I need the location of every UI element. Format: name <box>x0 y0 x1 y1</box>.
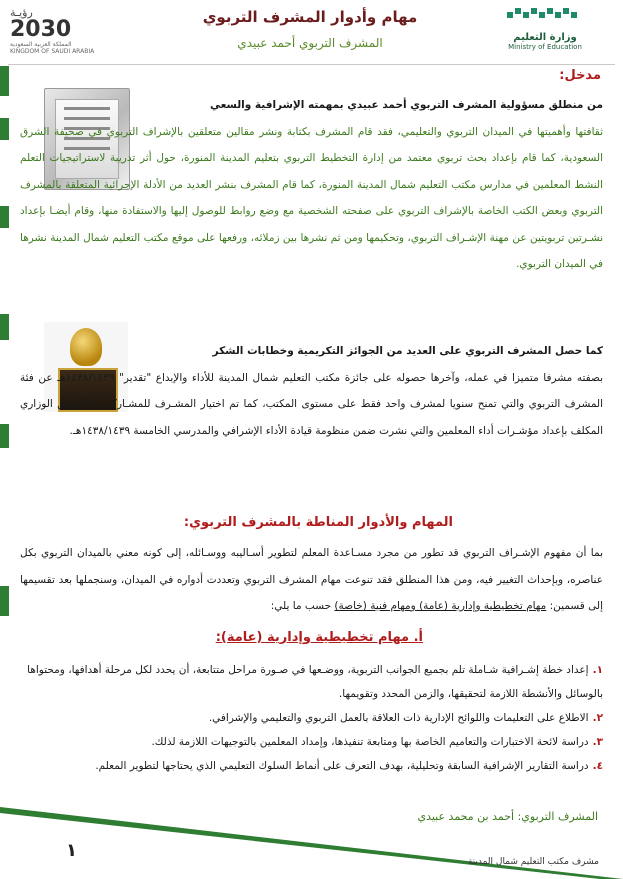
margin-bar <box>0 66 9 96</box>
list-item-number: ١. <box>592 664 603 676</box>
list-item <box>20 730 603 754</box>
roles-heading: المهام والأدوار المناطة بالمشرف التربوي: <box>183 515 453 530</box>
roles-paragraph-text: بما أن مفهوم الإشـراف التربوي قد تطور من مجرد مسـاعدة المعلم لتطوير أسـاليبه ووسـائله، إلى كونه معني بالميدان التربوي بكل عناصره، وبإحداث التغيير فيه، ومن هذا المنطلق فقد تنوعت مهام المشرف التربوي وتعددت أدواره في الميدان، وسنجملها بعد تقسيمها إلى قسمين: <box>20 547 603 612</box>
list-item <box>20 754 603 778</box>
intro-p2-body: بصفته مشرفا متميزا في عمله، وآخرها حصوله على جائزة مكتب التعليم شمال المدينة للأداء والإبداع "تقدير" ١٤٣٨/١٤٣٩هـ عن فئة المشرف التربوي والتي تمنح سنويا لمشرف واحد فقط على مستوى المكتب، كما تم اختيار المشـرف للمشـاركة مع الفريق الوزاري المكلف بإعداد مؤشـرات أداء المعلمين والتي نشرت ضمن منظومة قيادة الأداء الإشرافي والمدرسي الخامسة ١٤٣٨/١٤٣٩هـ. <box>20 371 603 437</box>
intro-p2-lead: كما حصل المشرف التربوي على العديد من الجوائز التكريمية وخطابات الشكر <box>212 345 603 357</box>
list-item-number: ٢. <box>592 712 603 724</box>
intro-heading: مدخل: <box>559 68 601 83</box>
margin-bar <box>0 206 9 228</box>
list-item-number: ٤. <box>592 760 603 772</box>
list-item <box>20 706 603 730</box>
header-divider <box>8 64 615 65</box>
footer-decoration-inner <box>0 813 600 879</box>
roles-division: مهام تخطيطية وإدارية (عامة) ومهام فنية (خاصة) <box>334 600 547 612</box>
page-number: ١ <box>66 840 77 861</box>
page-subtitle: المشرف التربوي أحمد عبيدي <box>237 36 383 50</box>
roles-tail: حسب ما يلي: <box>270 600 332 612</box>
page-title: مهام وأدوار المشرف التربوي <box>202 8 418 26</box>
tasks-list <box>20 658 603 778</box>
margin-bar <box>0 586 9 616</box>
signature: المشرف التربوي: أحمد بن محمد عبيدي <box>417 810 598 823</box>
vision-label: رؤيـة <box>10 6 33 19</box>
list-item-text: دراسة لائحة الاختبارات والتعاميم الخاصة بها ومتابعة تنفيذها، وإمداد المعلمين بالتوجيهات اللازمة لذلك. <box>151 736 589 748</box>
footer-org: مشرف مكتب التعليم شمال المدينة <box>467 857 599 867</box>
roles-paragraph <box>20 540 603 620</box>
margin-bar <box>0 118 9 140</box>
ministry-emblem-icon <box>505 6 585 26</box>
ministry-name-en: Ministry of Education <box>508 43 582 51</box>
intro-paragraph-1 <box>20 92 603 278</box>
ministry-name-ar: وزارة التعليم <box>513 32 577 43</box>
list-item-text: الاطلاع على التعليمات واللوائح الإدارية ذات العلاقة بالعمل التربوي والتعليمي والإشرافي. <box>208 712 589 724</box>
list-item <box>20 658 603 706</box>
margin-bar <box>0 424 9 448</box>
intro-p1-lead: من منطلق مسؤولية المشرف التربوي أحمد عبيدي بمهمته الإشرافية والسعي <box>209 99 603 111</box>
intro-p1-body: ثقافتها وأهميتها في الميدان التربوي والتعليمي، فقد قام المشرف بكتابة ونشر مقالين متعلقين بالإشراف التربوي في صحيفة الشرق السعودية، كما قام بإعداد بحث تربوي معتمد من إدارة التخطيط التربوي بتعليم المدينة المنورة، حول أثر تدريبة لاستراتيجيات التعلم النشط المعلمين في مدارس مكتب التعليم شمال المدينة المنورة، كما قام المشرف بنشر العديد من الأدلة الإجرائية المتعلقة بالمشرف التربوي وبعض الكتب الخاصة بالإشراف التربوي على صفحته الشخصية مع وضع روابط للوصول إليها والاستفادة منها، وقام أيضـا بإعداد نشـرتين تربويتين عن مهنة الإشـراف التربوي، وتحكيمها ومن ثم نشرها بين زملائه، ورفعها على موقع مكتب التعليم شمال المدينة نشرها في الميدان التربوي. <box>20 125 603 270</box>
margin-bar <box>0 314 9 340</box>
vision-2030-logo <box>10 6 130 55</box>
list-item-text: إعداد خطة إشـرافية شـاملة تلم بجميع الجوانب التربوية، ووضـعها في صـورة مراحل متتابعة، أن يحدد لكل مرحلة أهدافها، ومحتواها بالوسائل والأنشطة اللازمة لتحقيقها، والزمن المحدد وتقويمها. <box>27 664 603 700</box>
list-item-number: ٣. <box>592 736 603 748</box>
vision-kingdom-ar: المملكة العربية السعودية <box>10 41 72 48</box>
intro-paragraph-2 <box>20 338 603 444</box>
vision-year: 2030 <box>10 17 72 42</box>
vision-kingdom-en: KINGDOM OF SAUDI ARABIA <box>10 48 95 55</box>
list-item-text: دراسة التقارير الإشرافية السابقة وتحليلية، بهدف التعرف على أنماط السلوك التعليمي الذي يحتاجها لتطوير المعلم. <box>95 760 589 772</box>
roles-subheading: أ. مهام تخطيطية وإدارية (عامة): <box>215 630 423 645</box>
ministry-logo <box>485 6 605 51</box>
